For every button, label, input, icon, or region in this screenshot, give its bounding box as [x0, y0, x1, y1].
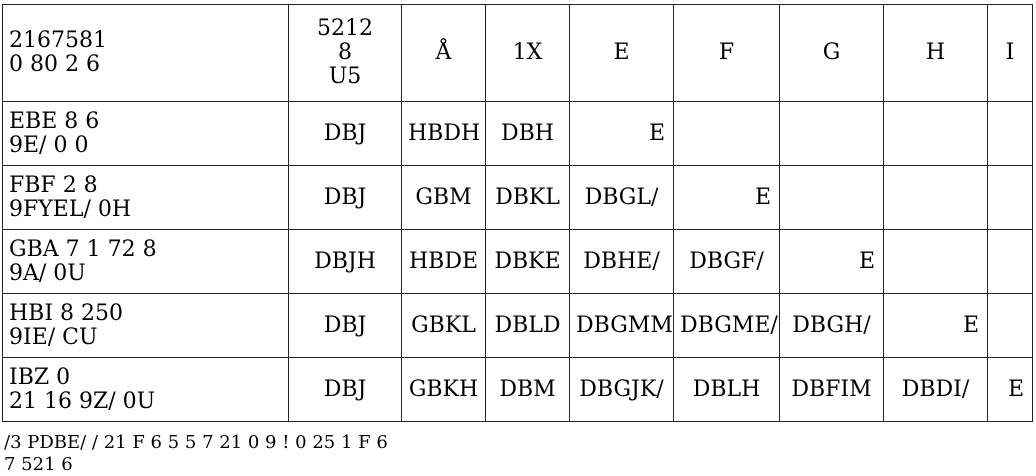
table-row: [3, 166, 1033, 230]
table-cell: DBFIM: [780, 358, 884, 422]
table-cell: GBM: [402, 166, 486, 230]
header-cell: I: [988, 5, 1033, 102]
table-cell: E: [988, 358, 1033, 422]
table-cell: E: [674, 166, 780, 230]
table-cell: DBLH: [674, 358, 780, 422]
table-cell: [884, 230, 988, 294]
header-cell: G: [780, 5, 884, 102]
table-cell: DBGMM: [570, 294, 674, 358]
table-cell: DBM: [486, 358, 570, 422]
table-body: [3, 102, 1033, 422]
table-cell: E: [780, 230, 884, 294]
table-cell: [988, 230, 1033, 294]
table-cell: DBHE/: [570, 230, 674, 294]
header-cell: 1X: [486, 5, 570, 102]
table-cell: [988, 102, 1033, 166]
table-cell: DBLD: [486, 294, 570, 358]
table-cell: DBJH: [289, 230, 402, 294]
row-label: GBA 7 1 72 8 9A/ 0U: [3, 230, 289, 294]
table-cell: DBGME/: [674, 294, 780, 358]
row-label: HBI 8 250 9IE/ CU: [3, 294, 289, 358]
table-cell: E: [884, 294, 988, 358]
header-cell: E: [570, 5, 674, 102]
table-cell: HBDH: [402, 102, 486, 166]
header-cell: H: [884, 5, 988, 102]
table-cell: [884, 102, 988, 166]
table-cell: GBKH: [402, 358, 486, 422]
data-table: [2, 4, 1033, 422]
table-cell: [780, 102, 884, 166]
table-cell: E: [570, 102, 674, 166]
table-cell: [884, 166, 988, 230]
table-cell: DBDI/: [884, 358, 988, 422]
header-row: [3, 5, 1033, 102]
table-row: [3, 358, 1033, 422]
table-row: [3, 230, 1033, 294]
table-cell: DBKL: [486, 166, 570, 230]
table-cell: DBJ: [289, 294, 402, 358]
header-cell-label: 2167581 0 80 2 6: [3, 5, 289, 102]
table-cell: HBDE: [402, 230, 486, 294]
header-cell: Å: [402, 5, 486, 102]
table-cell: DBGL/: [570, 166, 674, 230]
row-label: FBF 2 8 9FYEL/ 0H: [3, 166, 289, 230]
table-cell: DBH: [486, 102, 570, 166]
table-row: [3, 102, 1033, 166]
table-cell: DBGF/: [674, 230, 780, 294]
table-cell: [988, 166, 1033, 230]
table-cell: DBJ: [289, 166, 402, 230]
table-cell: DBKE: [486, 230, 570, 294]
table-cell: DBJ: [289, 358, 402, 422]
table-footnote: /3 PDBE/ / 21 F 6 5 5 7 21 0 9 ! 0 25 1 F 6 7 521 6: [4, 432, 388, 475]
table-cell: DBGJK/: [570, 358, 674, 422]
table-cell: DBJ: [289, 102, 402, 166]
table-cell: DBGH/: [780, 294, 884, 358]
row-label: IBZ 0 21 16 9Z/ 0U: [3, 358, 289, 422]
row-label: EBE 8 6 9E/ 0 0: [3, 102, 289, 166]
table-cell: [674, 102, 780, 166]
table-cell: GBKL: [402, 294, 486, 358]
table-cell: [780, 166, 884, 230]
table-cell: [988, 294, 1033, 358]
table-row: [3, 294, 1033, 358]
header-cell: 5212 8 U5: [289, 5, 402, 102]
header-cell: F: [674, 5, 780, 102]
